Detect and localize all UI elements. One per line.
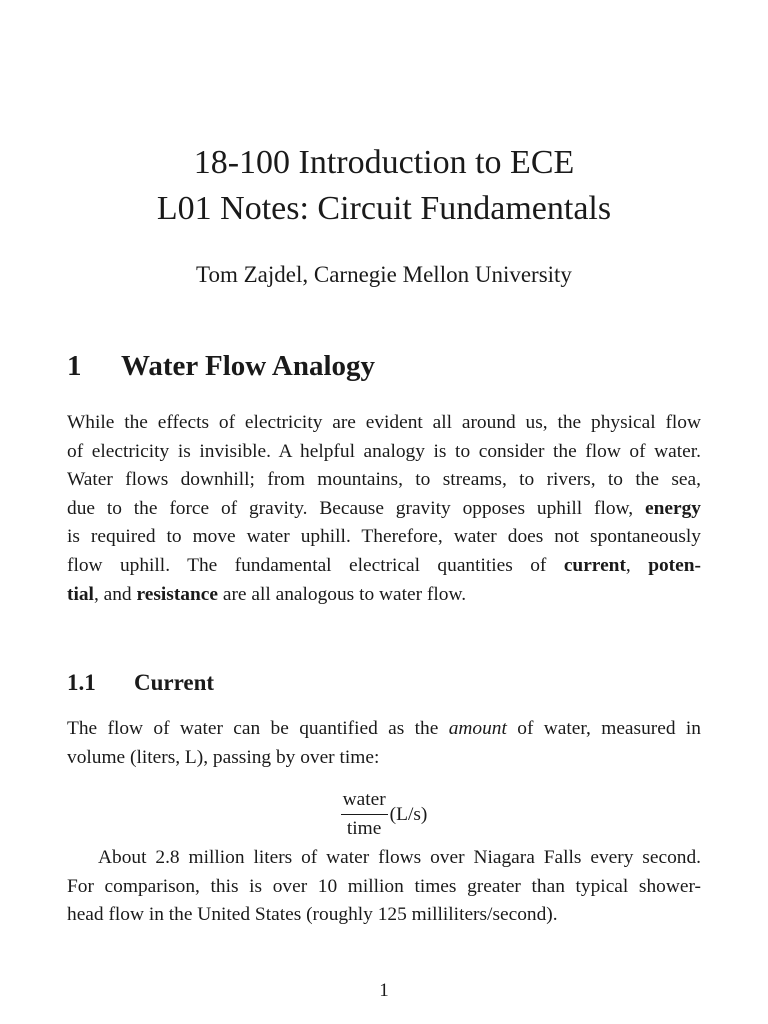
emphasis-amount: amount [448, 718, 507, 739]
term-energy: energy [645, 497, 701, 519]
page-number: 1 [379, 980, 389, 1001]
paragraph-line: About 2.8 million liters of water flows over Niagara Falls every second. [98, 847, 701, 868]
text-run: flow uphill. The fundamental electrical quantities of [67, 554, 547, 576]
subsection-number: 1.1 [67, 670, 96, 695]
section-1-paragraph [67, 409, 701, 609]
term-potential-cont: tial [67, 583, 94, 605]
fraction-numerator: water [341, 788, 388, 815]
paragraph-line [67, 552, 701, 581]
paragraph-line [67, 715, 701, 744]
fraction-denominator: time [346, 818, 382, 839]
paragraph-line: While the effects of electricity are evident all around us, the physical flow [67, 412, 701, 433]
paragraph-line: For comparison, this is over 10 million times greater than typical shower- [67, 875, 701, 897]
paragraph-line: is required to move water uphill. Therefore, water does not spontaneously [67, 526, 701, 548]
text-run: , [625, 554, 631, 576]
equation-unit: (L/s) [389, 803, 428, 825]
text-run: due to the force of gravity. Because gravity opposes uphill flow, [67, 497, 634, 519]
paragraph-line: head flow in the United States (roughly 125 milliliters/second). [67, 904, 558, 926]
term-resistance: resistance [136, 583, 218, 605]
author-affiliation: Tom Zajdel, Carnegie Mellon University [196, 262, 572, 287]
term-current: current [563, 554, 626, 576]
subsection-1-1-paragraph [67, 715, 701, 772]
subsection-heading-1-1 [67, 670, 214, 696]
fraction [341, 788, 388, 841]
subsection-title: Current [134, 670, 215, 695]
section-number: 1 [67, 350, 82, 382]
text-run: are all analogous to water flow. [222, 583, 467, 605]
term-potential: poten- [648, 554, 701, 576]
paragraph-line [67, 581, 701, 610]
section-heading-1 [67, 350, 375, 383]
equation [341, 788, 428, 841]
paragraph-line: Water flows downhill; from mountains, to streams, to rivers, to the sea, [67, 469, 701, 491]
paragraph-line: of electricity is invisible. A helpful analogy is to consider the flow of water. [67, 440, 701, 462]
paragraph-line: volume (liters, L), passing by over time: [67, 746, 380, 768]
flow-rate-equation [0, 788, 768, 841]
text-run: of water, measured in [517, 718, 701, 739]
title-lecture: L01 Notes: Circuit Fundamentals [156, 190, 612, 227]
title-course: 18-100 Introduction to ECE [193, 144, 575, 181]
document-title [0, 140, 768, 232]
section-title: Water Flow Analogy [121, 350, 376, 382]
niagara-paragraph [67, 844, 701, 930]
text-run: The flow of water can be quantified as the [67, 718, 439, 739]
text-run: , and [93, 583, 132, 605]
paragraph-line [67, 495, 701, 524]
